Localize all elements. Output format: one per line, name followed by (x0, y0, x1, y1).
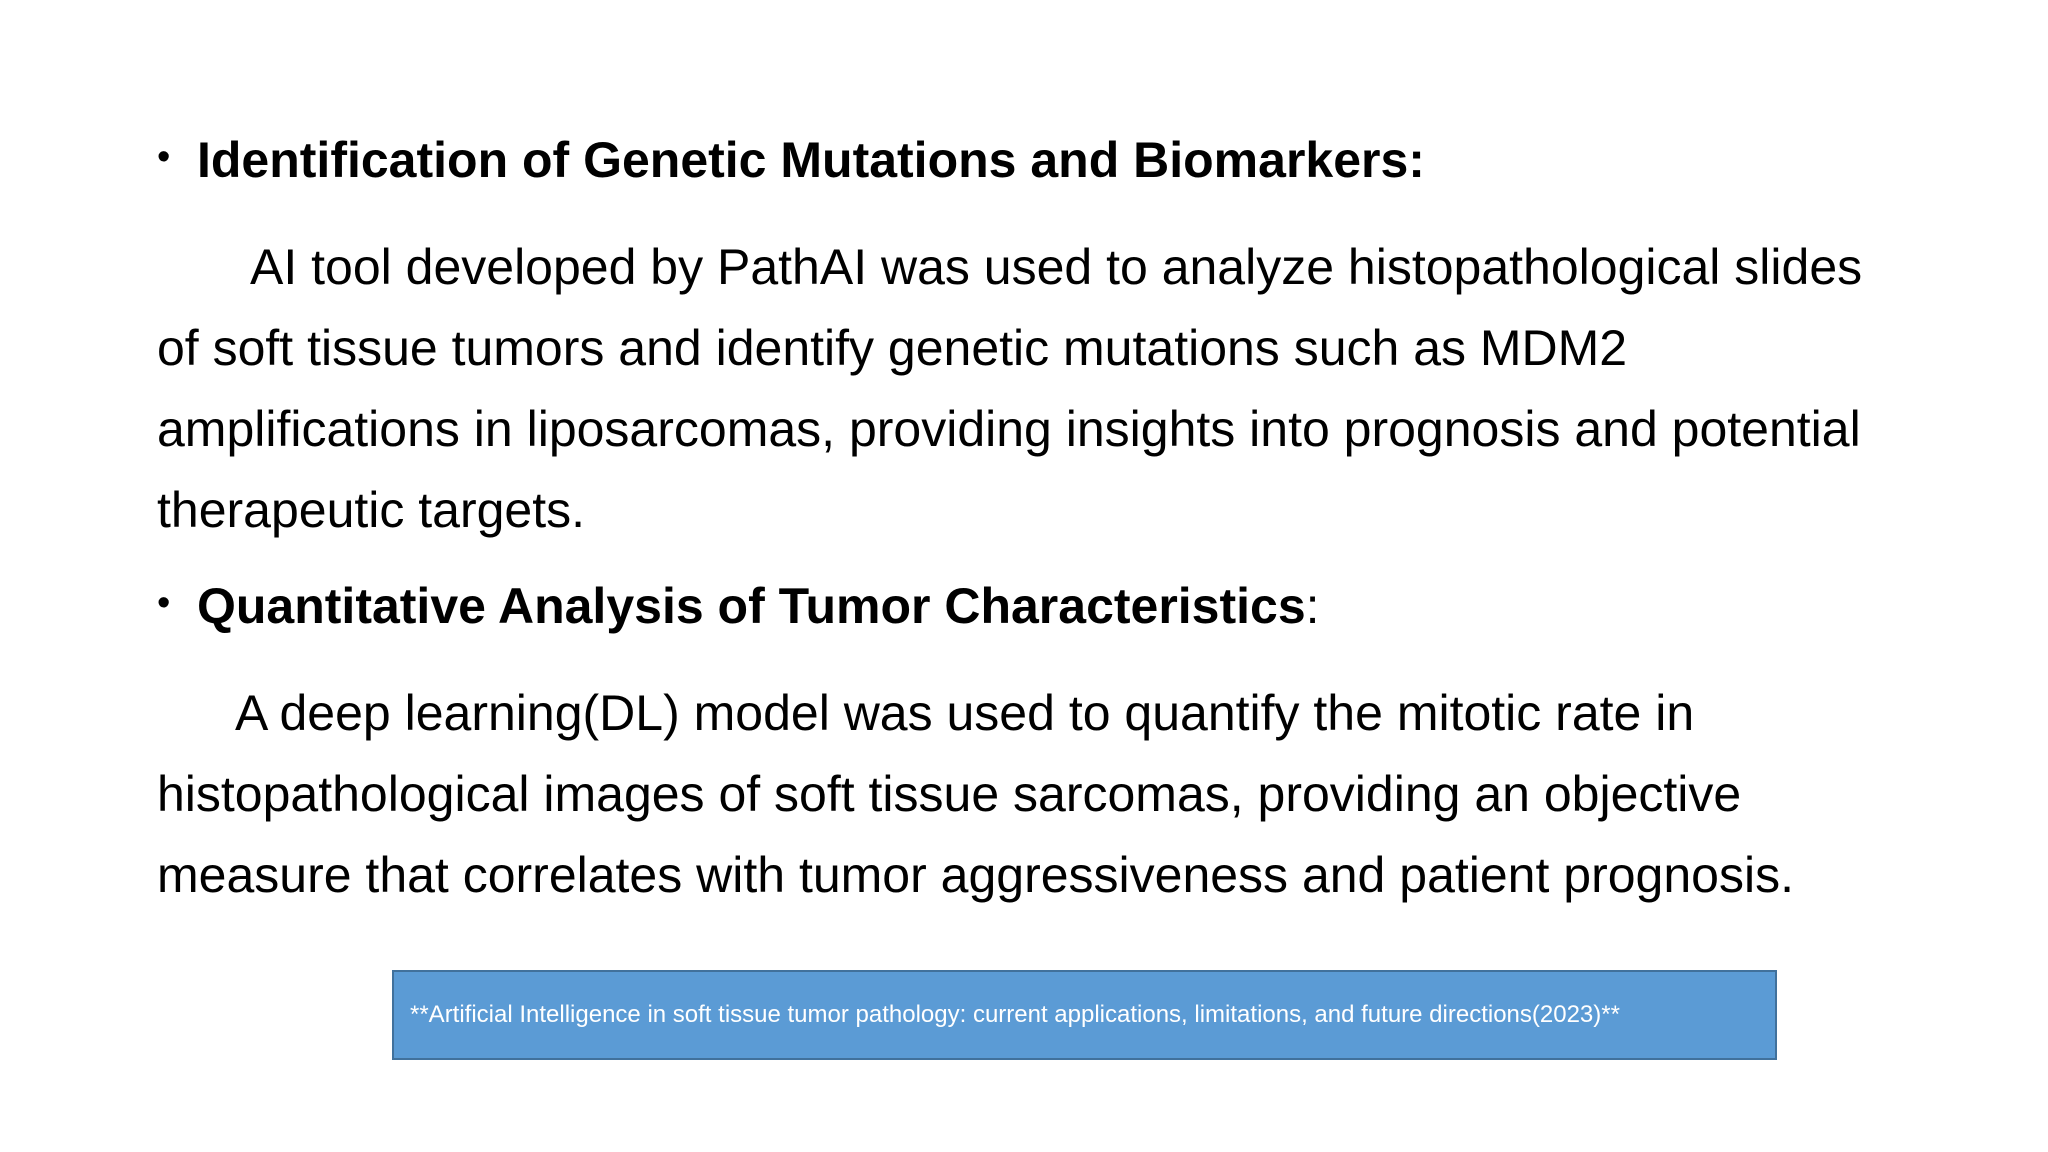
bullet-item-genetic-mutations (157, 131, 1425, 189)
section-body: A deep learning(DL) model was used to quantify the mitotic rate in histopathological images of soft tissue sarcomas, providing an objective measure that correlates with tumor aggressiveness and patient prognosis. (157, 685, 1794, 903)
citation-text: **Artificial Intelligence in soft tissue tumor pathology: current applications, limitations, and future directions(2023)** (410, 1001, 1620, 1028)
bullet-item-quantitative-analysis (157, 577, 1320, 635)
section-heading: Quantitative Analysis of Tumor Characteristics (197, 578, 1306, 634)
citation-box (392, 970, 1777, 1060)
section-heading: Identification of Genetic Mutations and Biomarkers: (197, 132, 1425, 188)
bullet-icon: • (157, 582, 171, 624)
bullet-icon: • (157, 136, 171, 178)
heading-colon: : (1305, 578, 1320, 634)
section-body: AI tool developed by PathAI was used to analyze histopathological slides of soft tissue tumors and identify genetic mutations such as MDM2 amplifications in liposarcomas, providing insights into prognosis and potential therapeutic targets. (157, 239, 1863, 538)
